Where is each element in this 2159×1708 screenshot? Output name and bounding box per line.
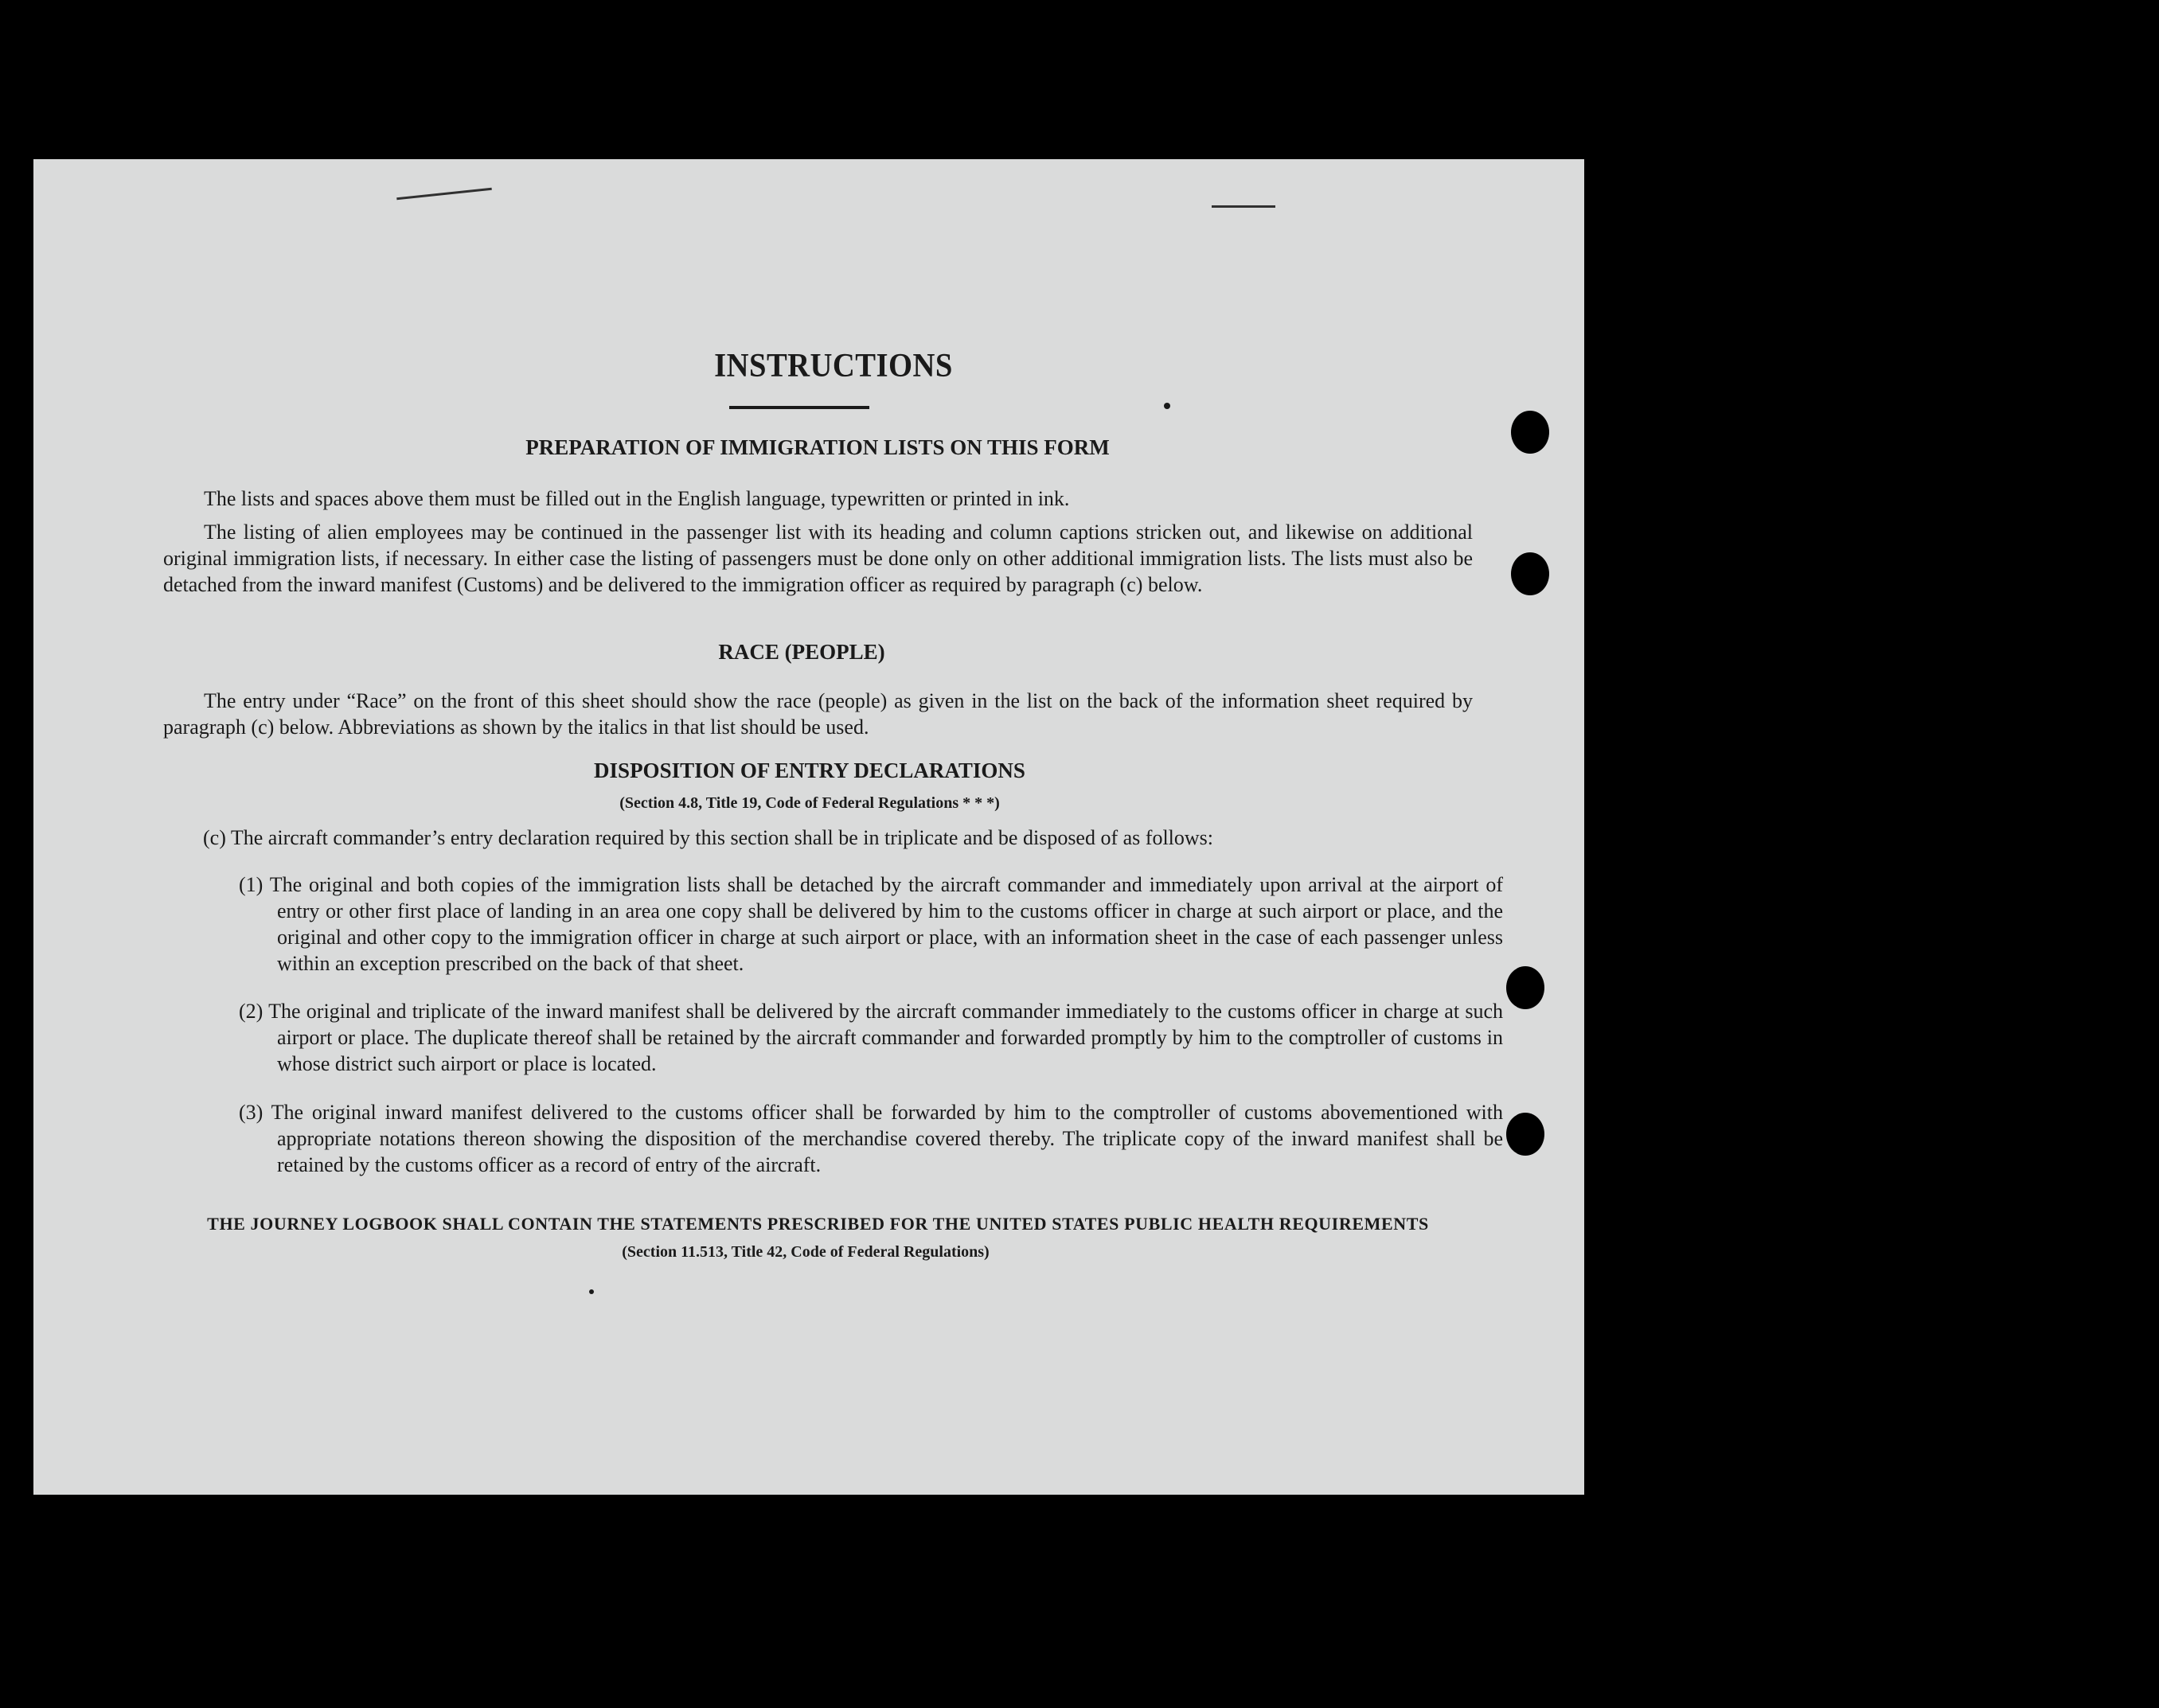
torn-edge-mark (396, 188, 492, 201)
paragraph-alien-employees: The listing of alien employees may be continued in the passenger list with its heading and column captions stricken out, and likewise on additional original immigration lists, if necessary. In either case the listing of passengers must be done only on other additional immigration lists. The lists must also be detached from the inward manifest (Customs) and be delivered to the immigration officer as required by paragraph (c) below. (163, 521, 1473, 596)
scan-speck (1164, 403, 1170, 409)
list-item: (1) The original and both copies of the immigration lists shall be detached by the aircraft commander and immediately upon arrival at the airport of entry or other first place of landing in an area one copy shall be delivered by him to the customs officer in charge at such airport or place, and the original and other copy to the immigration officer in charge at such airport or place, with an information sheet in the case of each passenger unless within an exception prescribed on the back of that sheet. (239, 873, 1503, 975)
paragraph-language: The lists and spaces above them must be filled out in the English language, typewritten or printed in ink. (204, 487, 1070, 510)
form-back-sheet (33, 159, 1584, 1495)
list-item: (2) The original and triplicate of the inward manifest shall be delivered by the aircraft commander immediately to the customs officer in charge at such airport or place. The duplicate thereof shall be retained by the aircraft commander and forwarded promptly by him to the comptroller of customs in whose district such airport or place is located. (239, 1000, 1503, 1075)
punch-hole (1511, 552, 1549, 595)
punch-hole (1506, 966, 1544, 1009)
page-title: INSTRUCTIONS (714, 348, 953, 384)
footer-health-requirements: THE JOURNEY LOGBOOK SHALL CONTAIN THE STATEMENTS PRESCRIBED FOR THE UNITED STATES PUBLIC HEALTH REQUIREMENTS (207, 1214, 1429, 1234)
title-underline (729, 406, 869, 409)
section-heading-preparation: PREPARATION OF IMMIGRATION LISTS ON THIS FORM (525, 435, 1110, 459)
section-citation-title-19: (Section 4.8, Title 19, Code of Federal Regulations * * *) (619, 794, 1000, 812)
list-item: (3) The original inward manifest delivered to the customs officer shall be forwarded by him to the comptroller of customs abovementioned with appropriate notations thereon showing the disposition of the merchandise covered thereby. The triplicate copy of the inward manifest shall be retained by the customs officer as a record of entry of the aircraft. (239, 1101, 1503, 1176)
paragraph-race: The entry under “Race” on the front of this sheet should show the race (people) as given in the list on the back of the information sheet required by paragraph (c) below. Abbreviations as shown by the italics in that list should be used. (163, 689, 1473, 739)
punch-hole (1506, 1113, 1544, 1156)
paragraph-c-lead: (c) The aircraft commander’s entry declaration required by this section shall be in triplicate and be disposed of as follows: (203, 826, 1214, 849)
section-heading-disposition: DISPOSITION OF ENTRY DECLARATIONS (594, 758, 1025, 782)
footer-citation-title-42: (Section 11.513, Title 42, Code of Federal Regulations) (622, 1243, 990, 1261)
section-heading-race: RACE (PEOPLE) (718, 640, 885, 664)
scan-speck (589, 1289, 594, 1294)
torn-edge-mark (1212, 205, 1275, 208)
